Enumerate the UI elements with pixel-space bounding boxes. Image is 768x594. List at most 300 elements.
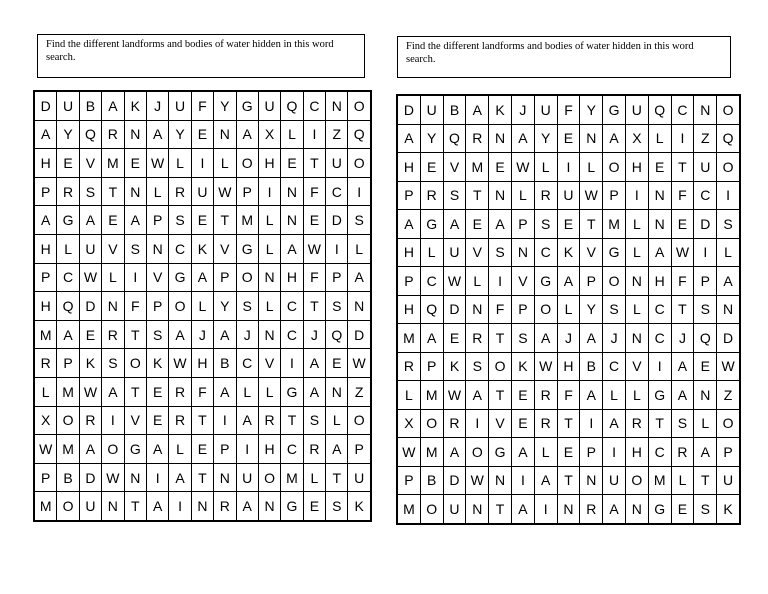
letter-cell: R	[79, 406, 101, 435]
letter-cell: O	[57, 492, 79, 521]
letter-cell: A	[34, 206, 57, 235]
letter-cell: S	[671, 409, 694, 438]
letter-cell: T	[214, 206, 236, 235]
letter-cell: A	[169, 320, 191, 349]
letter-cell: T	[303, 149, 325, 178]
letter-cell: H	[625, 438, 648, 467]
letter-cell: E	[57, 149, 79, 178]
letter-cell: I	[281, 349, 303, 378]
letter-cell: T	[489, 324, 512, 353]
letter-cell: N	[489, 181, 512, 210]
letter-cell: M	[397, 495, 420, 524]
letter-cell: C	[236, 349, 258, 378]
letter-cell: U	[694, 153, 717, 182]
letter-cell: S	[717, 210, 740, 239]
letter-cell: L	[236, 377, 258, 406]
letter-cell: I	[214, 406, 236, 435]
letter-cell: A	[236, 406, 258, 435]
letter-cell: A	[557, 267, 580, 296]
letter-cell: A	[511, 124, 534, 153]
letter-cell: P	[34, 263, 57, 292]
letter-cell: A	[191, 263, 213, 292]
letter-cell: S	[534, 210, 557, 239]
letter-cell: L	[169, 149, 191, 178]
letter-cell: M	[603, 210, 626, 239]
letter-cell: F	[303, 263, 325, 292]
letter-cell: H	[191, 349, 213, 378]
letter-cell: C	[534, 238, 557, 267]
letter-cell: S	[79, 177, 101, 206]
letter-cell: N	[466, 295, 489, 324]
letter-cell: Y	[580, 95, 603, 124]
instruction-box-right	[397, 36, 731, 78]
letter-cell: J	[511, 95, 534, 124]
letter-cell: D	[694, 210, 717, 239]
letter-cell: N	[258, 320, 280, 349]
letter-cell: M	[57, 435, 79, 464]
letter-cell: L	[169, 435, 191, 464]
letter-cell: A	[534, 324, 557, 353]
letter-cell: O	[258, 463, 280, 492]
letter-cell: I	[648, 352, 671, 381]
letter-cell: P	[146, 206, 168, 235]
letter-cell: U	[443, 495, 466, 524]
letter-cell: D	[79, 463, 101, 492]
letter-cell: C	[648, 324, 671, 353]
letter-cell: D	[397, 95, 420, 124]
letter-cell: A	[102, 91, 124, 120]
letter-cell: N	[281, 177, 303, 206]
letter-cell: R	[102, 120, 124, 149]
letter-cell: N	[511, 238, 534, 267]
letter-cell: F	[303, 177, 325, 206]
letter-cell: O	[420, 409, 443, 438]
grid-row	[397, 238, 740, 267]
letter-cell: W	[348, 349, 371, 378]
letter-cell: R	[102, 320, 124, 349]
letter-cell: P	[717, 438, 740, 467]
letter-cell: X	[258, 120, 280, 149]
letter-cell: H	[258, 435, 280, 464]
letter-cell: W	[303, 234, 325, 263]
letter-cell: B	[57, 463, 79, 492]
letter-cell: S	[303, 406, 325, 435]
letter-cell: G	[648, 381, 671, 410]
letter-cell: L	[648, 124, 671, 153]
letter-cell: T	[124, 377, 146, 406]
letter-cell: E	[146, 377, 168, 406]
letter-cell: N	[489, 466, 512, 495]
letter-cell: S	[603, 295, 626, 324]
letter-cell: T	[281, 406, 303, 435]
letter-cell: S	[466, 352, 489, 381]
letter-cell: A	[79, 435, 101, 464]
letter-cell: G	[281, 377, 303, 406]
letter-cell: A	[146, 120, 168, 149]
letter-cell: J	[303, 320, 325, 349]
letter-cell: A	[466, 95, 489, 124]
letter-cell: M	[236, 206, 258, 235]
letter-cell: I	[534, 495, 557, 524]
word-search-grid-right	[396, 94, 741, 525]
letter-cell: V	[625, 352, 648, 381]
letter-cell: D	[443, 295, 466, 324]
letter-cell: I	[466, 409, 489, 438]
letter-cell: D	[326, 206, 348, 235]
letter-cell: K	[146, 349, 168, 378]
letter-cell: R	[303, 435, 325, 464]
letter-cell: L	[625, 210, 648, 239]
letter-cell: K	[79, 349, 101, 378]
letter-cell: L	[258, 377, 280, 406]
letter-cell: O	[603, 267, 626, 296]
letter-cell: U	[534, 95, 557, 124]
letter-cell: O	[348, 91, 371, 120]
letter-cell: T	[191, 463, 213, 492]
letter-cell: L	[348, 234, 371, 263]
letter-cell: O	[102, 435, 124, 464]
letter-cell: R	[258, 406, 280, 435]
letter-cell: A	[511, 495, 534, 524]
letter-cell: H	[34, 149, 57, 178]
letter-cell: S	[169, 206, 191, 235]
grid-row	[397, 381, 740, 410]
letter-cell: I	[603, 438, 626, 467]
letter-cell: A	[580, 381, 603, 410]
letter-cell: T	[124, 320, 146, 349]
letter-cell: N	[146, 234, 168, 263]
letter-cell: M	[420, 438, 443, 467]
letter-cell: N	[489, 124, 512, 153]
grid-row	[397, 181, 740, 210]
letter-cell: R	[214, 492, 236, 521]
letter-cell: N	[694, 95, 717, 124]
grid-row	[397, 153, 740, 182]
letter-cell: K	[489, 95, 512, 124]
letter-cell: I	[236, 435, 258, 464]
letter-cell: H	[625, 153, 648, 182]
letter-cell: H	[397, 153, 420, 182]
letter-cell: A	[169, 463, 191, 492]
letter-cell: R	[169, 177, 191, 206]
letter-cell: I	[191, 149, 213, 178]
letter-cell: G	[489, 438, 512, 467]
letter-cell: T	[694, 466, 717, 495]
letter-cell: U	[717, 466, 740, 495]
letter-cell: V	[466, 238, 489, 267]
letter-cell: C	[303, 91, 325, 120]
letter-cell: T	[124, 492, 146, 521]
letter-cell: N	[124, 177, 146, 206]
grid-row	[397, 95, 740, 124]
letter-cell: A	[603, 495, 626, 524]
letter-cell: L	[625, 295, 648, 324]
letter-cell: C	[694, 181, 717, 210]
letter-cell: P	[580, 438, 603, 467]
letter-cell: E	[557, 210, 580, 239]
grid-row	[34, 120, 371, 149]
letter-cell: P	[694, 267, 717, 296]
letter-cell: W	[511, 153, 534, 182]
letter-cell: F	[557, 381, 580, 410]
letter-cell: Z	[326, 120, 348, 149]
letter-cell: A	[124, 206, 146, 235]
letter-cell: H	[397, 238, 420, 267]
letter-cell: K	[511, 352, 534, 381]
letter-cell: C	[281, 435, 303, 464]
letter-cell: C	[648, 295, 671, 324]
letter-cell: W	[580, 181, 603, 210]
letter-cell: A	[281, 234, 303, 263]
letter-cell: P	[603, 181, 626, 210]
letter-cell: G	[420, 210, 443, 239]
letter-cell: K	[348, 492, 371, 521]
letter-cell: W	[34, 435, 57, 464]
letter-cell: N	[191, 492, 213, 521]
letter-cell: E	[146, 406, 168, 435]
letter-cell: N	[326, 91, 348, 120]
letter-cell: N	[214, 463, 236, 492]
letter-cell: N	[214, 120, 236, 149]
letter-cell: N	[580, 466, 603, 495]
letter-cell: R	[443, 409, 466, 438]
letter-cell: A	[397, 210, 420, 239]
letter-cell: L	[146, 177, 168, 206]
letter-cell: N	[102, 292, 124, 321]
letter-cell: I	[258, 177, 280, 206]
letter-cell: P	[57, 349, 79, 378]
letter-cell: L	[34, 377, 57, 406]
letter-cell: Q	[57, 292, 79, 321]
letter-cell: L	[557, 295, 580, 324]
letter-cell: L	[258, 206, 280, 235]
letter-cell: P	[326, 263, 348, 292]
letter-cell: N	[625, 495, 648, 524]
letter-cell: E	[326, 349, 348, 378]
letter-cell: O	[603, 153, 626, 182]
letter-cell: T	[466, 181, 489, 210]
letter-cell: O	[717, 153, 740, 182]
letter-cell: A	[303, 349, 325, 378]
letter-cell: A	[603, 409, 626, 438]
letter-cell: P	[236, 177, 258, 206]
letter-cell: L	[281, 120, 303, 149]
grid-row	[34, 463, 371, 492]
letter-cell: I	[694, 238, 717, 267]
letter-cell: N	[281, 206, 303, 235]
letter-cell: K	[191, 234, 213, 263]
letter-cell: H	[281, 263, 303, 292]
letter-cell: G	[57, 206, 79, 235]
letter-cell: Q	[281, 91, 303, 120]
letter-cell: L	[258, 292, 280, 321]
letter-cell: L	[625, 381, 648, 410]
letter-cell: R	[397, 352, 420, 381]
letter-cell: P	[511, 295, 534, 324]
letter-cell: W	[443, 267, 466, 296]
letter-cell: F	[671, 267, 694, 296]
letter-cell: O	[236, 149, 258, 178]
letter-cell: N	[326, 377, 348, 406]
letter-cell: L	[420, 238, 443, 267]
letter-cell: R	[625, 409, 648, 438]
letter-cell: T	[326, 463, 348, 492]
letter-cell: O	[348, 406, 371, 435]
letter-cell: S	[124, 234, 146, 263]
letter-cell: U	[79, 234, 101, 263]
letter-cell: L	[258, 234, 280, 263]
letter-cell: W	[102, 463, 124, 492]
letter-cell: F	[557, 95, 580, 124]
letter-cell: A	[443, 210, 466, 239]
letter-cell: N	[124, 463, 146, 492]
letter-cell: R	[57, 177, 79, 206]
letter-cell: E	[511, 409, 534, 438]
letter-cell: T	[580, 210, 603, 239]
letter-cell: R	[671, 438, 694, 467]
letter-cell: W	[169, 349, 191, 378]
letter-cell: I	[511, 466, 534, 495]
letter-cell: Q	[717, 124, 740, 153]
letter-cell: E	[124, 149, 146, 178]
letter-cell: Y	[580, 295, 603, 324]
letter-cell: J	[671, 324, 694, 353]
letter-cell: M	[397, 324, 420, 353]
letter-cell: Y	[214, 91, 236, 120]
letter-cell: L	[326, 406, 348, 435]
letter-cell: O	[717, 95, 740, 124]
letter-cell: S	[326, 492, 348, 521]
letter-cell: M	[34, 320, 57, 349]
letter-cell: A	[146, 435, 168, 464]
grid-row	[397, 466, 740, 495]
letter-cell: R	[580, 495, 603, 524]
letter-cell: W	[717, 352, 740, 381]
letter-cell: N	[625, 267, 648, 296]
letter-cell: A	[79, 206, 101, 235]
letter-cell: N	[648, 210, 671, 239]
letter-cell: C	[281, 320, 303, 349]
letter-cell: P	[397, 267, 420, 296]
letter-cell: I	[102, 406, 124, 435]
letter-cell: P	[146, 292, 168, 321]
letter-cell: N	[124, 120, 146, 149]
letter-cell: S	[348, 206, 371, 235]
letter-cell: V	[511, 267, 534, 296]
letter-cell: G	[534, 267, 557, 296]
letter-cell: L	[603, 381, 626, 410]
letter-cell: X	[397, 409, 420, 438]
letter-cell: S	[443, 181, 466, 210]
letter-cell: B	[443, 95, 466, 124]
letter-cell: I	[489, 267, 512, 296]
letter-cell: A	[57, 320, 79, 349]
letter-cell: S	[489, 238, 512, 267]
letter-cell: O	[169, 292, 191, 321]
letter-cell: A	[34, 120, 57, 149]
letter-cell: S	[694, 295, 717, 324]
letter-cell: T	[671, 295, 694, 324]
letter-cell: T	[102, 177, 124, 206]
grid-row	[397, 409, 740, 438]
grid-row	[34, 349, 371, 378]
letter-cell: O	[717, 409, 740, 438]
letter-cell: Y	[57, 120, 79, 149]
letter-cell: O	[625, 466, 648, 495]
letter-cell: O	[348, 149, 371, 178]
letter-cell: A	[717, 267, 740, 296]
letter-cell: V	[580, 238, 603, 267]
letter-cell: T	[648, 409, 671, 438]
letter-cell: E	[420, 153, 443, 182]
letter-cell: A	[326, 435, 348, 464]
letter-cell: W	[214, 177, 236, 206]
letter-cell: T	[557, 466, 580, 495]
letter-cell: G	[236, 91, 258, 120]
letter-cell: F	[124, 292, 146, 321]
letter-cell: E	[648, 153, 671, 182]
letter-cell: Z	[717, 381, 740, 410]
letter-cell: L	[671, 466, 694, 495]
grid-row	[397, 352, 740, 381]
grid-row	[34, 320, 371, 349]
grid-row	[397, 438, 740, 467]
letter-cell: L	[511, 181, 534, 210]
letter-cell: E	[191, 206, 213, 235]
letter-cell: M	[466, 153, 489, 182]
letter-cell: O	[57, 406, 79, 435]
letter-cell: P	[214, 263, 236, 292]
letter-cell: A	[236, 120, 258, 149]
letter-cell: N	[557, 495, 580, 524]
letter-cell: L	[102, 263, 124, 292]
letter-cell: P	[397, 181, 420, 210]
grid-row	[397, 124, 740, 153]
letter-cell: A	[534, 466, 557, 495]
letter-cell: V	[146, 263, 168, 292]
letter-cell: F	[191, 91, 213, 120]
letter-cell: A	[694, 438, 717, 467]
letter-cell: L	[717, 238, 740, 267]
instruction-text-right: Find the different landforms and bodies of water hidden in this word search.	[406, 41, 694, 65]
letter-cell: F	[489, 295, 512, 324]
letter-cell: Q	[326, 320, 348, 349]
letter-cell: N	[348, 292, 371, 321]
letter-cell: O	[489, 352, 512, 381]
letter-cell: E	[671, 495, 694, 524]
letter-cell: A	[671, 352, 694, 381]
letter-cell: P	[511, 210, 534, 239]
letter-cell: W	[443, 381, 466, 410]
letter-cell: Q	[648, 95, 671, 124]
letter-cell: P	[580, 267, 603, 296]
letter-cell: K	[443, 352, 466, 381]
grid-row	[34, 149, 371, 178]
letter-cell: J	[236, 320, 258, 349]
letter-cell: F	[191, 377, 213, 406]
letter-cell: S	[694, 495, 717, 524]
letter-cell: U	[557, 181, 580, 210]
letter-cell: W	[397, 438, 420, 467]
letter-cell: O	[466, 438, 489, 467]
letter-cell: R	[169, 377, 191, 406]
letter-cell: N	[258, 263, 280, 292]
letter-cell: C	[671, 95, 694, 124]
letter-cell: D	[348, 320, 371, 349]
letter-cell: C	[420, 267, 443, 296]
letter-cell: E	[557, 124, 580, 153]
letter-cell: E	[281, 149, 303, 178]
